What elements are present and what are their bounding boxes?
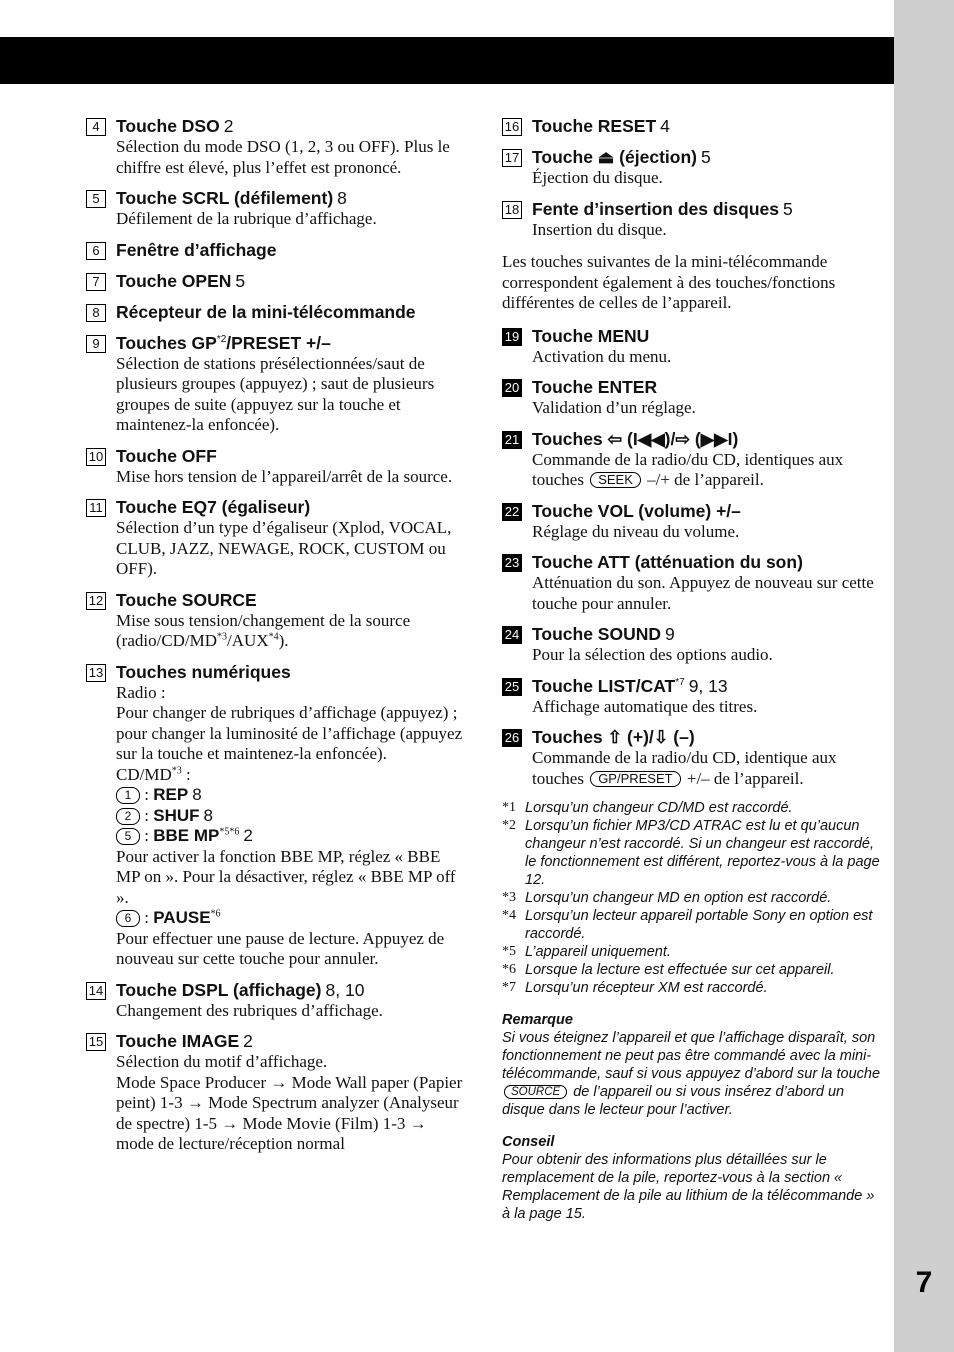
item-enter [502, 377, 882, 419]
page-number: 7 [915, 1266, 933, 1299]
footnote: *5 L’appareil uniquement. [502, 944, 671, 960]
footnote-ref: *2 [216, 333, 227, 345]
item-description: Activation du menu. [532, 346, 672, 366]
left-column [86, 116, 466, 1165]
item-description: Commande de la radio/du CD, identiques aux touches SEEK –/+ de l’appareil. [532, 449, 844, 489]
conseil-text: Pour obtenir des informations plus détaillées sur le remplacement de la pile, reportez-vous à la section « Remplacement de la pile au lithium de la télécommande » à la page 15. [502, 1152, 875, 1222]
header-bar [0, 37, 894, 84]
item-number: 25 [502, 678, 522, 696]
item-description: Atténuation du son. Appuyez de nouveau sur cette touche pour annuler. [532, 573, 874, 613]
page-ref: 9, 13 [688, 675, 728, 696]
item-title: Touche SOURCE [116, 589, 257, 610]
item-number: 8 [86, 304, 106, 322]
item-number: 22 [502, 503, 522, 521]
remarque-text: Si vous éteignez l’appareil et que l’affichage disparaît, son fonctionnement ne peut pas être commandé avec la mini-télécommande, sauf si vous appuyez d’abord sur la touche SOURCE de l’appareil ou si vous insérez d’abord un disque dans le lecteur pour l’activer. [502, 1030, 881, 1118]
footnote-ref: *4 [268, 631, 279, 643]
item-title: Touche MENU [532, 325, 650, 346]
page-ref: 9 [665, 624, 675, 644]
item-number: 6 [86, 242, 106, 260]
key-1-icon: 1 [116, 787, 140, 804]
item-sound [502, 624, 882, 666]
page-ref: 5 [235, 270, 246, 291]
footnote: *2 Lorsqu’un fichier MP3/CD ATRAC est lu et qu’aucun changeur n’est raccordé. Si un changeur est raccordé, le fonctionnement est différent, reportez-vous à la page 12. [502, 818, 880, 888]
page-ref: 4 [660, 116, 670, 136]
gp-preset-key-icon: GP/PRESET [590, 771, 680, 787]
item-description: Changement des rubriques d’affichage. [116, 1000, 383, 1020]
conseil-title: Conseil [502, 1134, 555, 1150]
seek-key-icon: SEEK [590, 472, 641, 488]
item-number: 18 [502, 201, 522, 219]
item-description: Insertion du disque. [532, 219, 667, 239]
item-title: Touche LIST/CAT [532, 675, 676, 696]
item-description: Sélection du motif d’affichage. Mode Space Producer → Mode Wall paper (Papier peint) 1-3 → Mode Spectrum analyzer (Analyseur de spectre) 1-5 → Mode Movie (Film) 1-3 → mode de lecture/réception normal [116, 1052, 463, 1153]
item-title: Touches ⇦ (I◀◀)/⇨ (▶▶I) [532, 428, 739, 449]
footnote: *1 Lorsqu’un changeur CD/MD est raccordé. [502, 800, 793, 816]
item-number: 4 [86, 118, 106, 136]
item-number: 12 [86, 592, 106, 610]
key-2-icon: 2 [116, 808, 140, 825]
item-number: 13 [86, 664, 106, 682]
item-vol [502, 501, 882, 543]
item-menu [502, 326, 882, 368]
item-att [502, 552, 882, 614]
item-number: 20 [502, 379, 522, 397]
item-description: Défilement de la rubrique d’affichage. [116, 209, 377, 228]
item-open [86, 271, 466, 292]
item-source [86, 590, 466, 652]
item-off [86, 446, 466, 488]
item-description: Sélection du mode DSO (1, 2, 3 ou OFF). Plus le chiffre est élevé, plus l’effet est prononcé. [116, 137, 450, 177]
item-number: 17 [502, 149, 522, 167]
item-display-window [86, 240, 466, 261]
item-number: 10 [86, 448, 106, 466]
item-description: Radio : Pour changer de rubriques d’affichage (appuyez) ; pour changer la luminosité de l’affichage (appuyez sur la touche et maintenez-la enfoncée). CD/MD$^{*3}$ : 1 : REP 8 2 : SHUF 8 5 : BBE $MP^{*5*6}$ 2 Pour activer la fonction BBE MP, réglez « BBE MP on ». Pour la désactiver, réglez « BBE MP off ». 6 : PAUSE$^{*6}$ Pour effectuer une pause de lecture. Appuyez de nouveau sur cette touche pour annuler. [116, 682, 463, 968]
item-reset [502, 116, 882, 137]
item-description: Éjection du disque. [532, 168, 663, 187]
item-title: Touche DSO [116, 116, 220, 136]
item-number: 5 [86, 190, 106, 208]
item-description: Mise hors tension de l’appareil/arrêt de la source. [116, 466, 453, 486]
item-title: Touche RESET [532, 116, 657, 136]
item-title: Fente d’insertion des disques [532, 198, 779, 219]
item-description: Sélection de stations présélectionnées/saut de plusieurs groupes (appuyez) ; saut de plusieurs groupes de suite (appuyez sur la touche et maintenez-la enfoncée). [116, 353, 435, 434]
item-title: Touches numériques [116, 661, 291, 682]
item-title: Touche VOL (volume) +/– [532, 500, 741, 521]
item-description: Réglage du niveau du volume. [532, 521, 740, 541]
item-number: 11 [86, 499, 106, 517]
item-title: Récepteur de la mini-télécommande [116, 301, 416, 322]
item-title: Touche DSPL (affichage) [116, 979, 322, 1000]
right-column [502, 116, 882, 1223]
item-title: Touche ENTER [532, 377, 658, 397]
item-description: Sélection d’un type d’égaliseur (Xplod, VOCAL, CLUB, JAZZ, NEWAGE, ROCK, CUSTOM ou OFF). [116, 518, 452, 578]
side-tab [894, 0, 954, 1352]
footnote-ref: *3 [217, 631, 228, 643]
item-gp-preset [86, 333, 466, 436]
item-description: Pour la sélection des options audio. [532, 645, 773, 664]
item-description: Mise sous tension/changement de la source (radio/CD/MD$^{*3}$/AUX$^{*4}$). [116, 610, 411, 650]
footnotes [502, 799, 882, 997]
item-title: Touche SCRL (défilement) [116, 188, 334, 208]
page-ref: 2 [223, 116, 234, 136]
item-dso [86, 116, 466, 178]
item-title: Touche SOUND [532, 624, 661, 644]
item-title: Touches $GP^{*2}$/PRESET +/– [116, 332, 331, 353]
footnote: *3 Lorsqu’un changeur MD en option est raccordé. [502, 890, 832, 906]
item-title: Touche ⏏ (éjection) [532, 147, 697, 167]
item-eject [502, 147, 882, 189]
item-number: 7 [86, 273, 106, 291]
item-number: 15 [86, 1033, 106, 1051]
item-disc-slot [502, 199, 882, 241]
page-ref: 2 [243, 1031, 253, 1051]
item-number: 26 [502, 729, 522, 747]
key-6-icon: 6 [116, 910, 140, 927]
item-scrl [86, 188, 466, 230]
item-title: Touches ⇧ (+)/⇩ (–) [532, 727, 695, 747]
item-number: 19 [502, 328, 522, 346]
item-eq7 [86, 497, 466, 580]
item-title: Touche OPEN [116, 270, 232, 291]
item-seek-arrows [502, 429, 882, 491]
item-description: Validation d’un réglage. [532, 398, 696, 417]
item-title: Touche OFF [116, 445, 217, 466]
key-5-icon: 5 [116, 828, 140, 845]
remarque-title: Remarque [502, 1012, 573, 1028]
item-receiver [86, 302, 466, 323]
item-number: 24 [502, 626, 522, 644]
item-number: 21 [502, 431, 522, 449]
item-number-keys [86, 662, 466, 970]
page-ref: 8 [337, 188, 347, 208]
page-ref: 5 [700, 147, 711, 167]
item-number: 23 [502, 554, 522, 572]
item-title: Fenêtre d’affichage [116, 239, 277, 260]
item-list-cat [502, 676, 882, 718]
item-image [86, 1031, 466, 1155]
footnote: *4 Lorsqu’un lecteur appareil portable Sony en option est raccordé. [502, 908, 873, 942]
item-title: Touche IMAGE [116, 1031, 240, 1051]
page-ref: 5 [783, 198, 793, 219]
item-number: 16 [502, 118, 522, 136]
item-up-down [502, 727, 882, 789]
page-ref: 8, 10 [325, 979, 365, 1000]
footnote: *7 Lorsqu’un récepteur XM est raccordé. [502, 980, 768, 996]
footnote-ref: *7 [675, 676, 685, 688]
item-number: 14 [86, 982, 106, 1000]
item-title: Touche EQ7 (égaliseur) [116, 497, 311, 517]
item-description: Affichage automatique des titres. [532, 696, 758, 716]
source-key-icon: SOURCE [504, 1085, 567, 1099]
item-description: Commande de la radio/du CD, identique aux touches GP/PRESET +/– de l’appareil. [532, 748, 837, 788]
item-number: 9 [86, 335, 106, 353]
item-dspl [86, 980, 466, 1022]
footnote: *6 Lorsque la lecture est effectuée sur cet appareil. [502, 962, 835, 978]
item-title: Touche ATT (atténuation du son) [532, 552, 803, 572]
remote-intro: Les touches suivantes de la mini-télécommande correspondent également à des touches/fonctions différentes de celles de l’appareil. [502, 252, 836, 312]
